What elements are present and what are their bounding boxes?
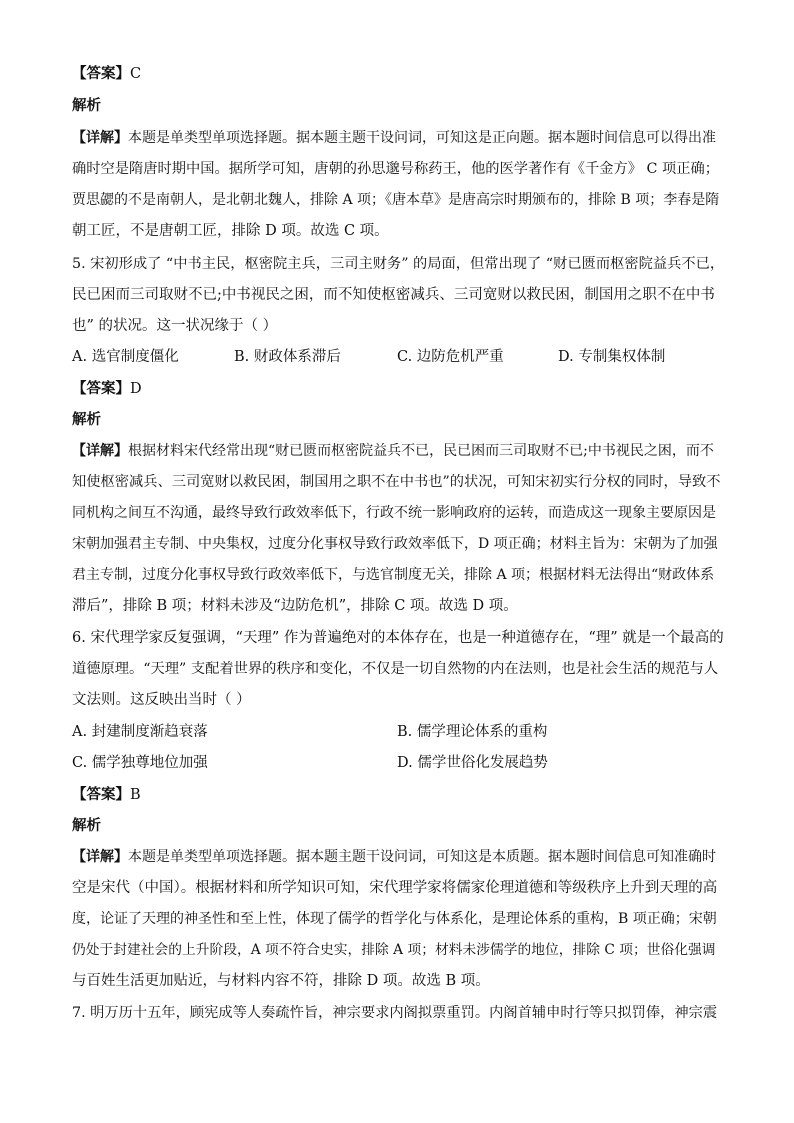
detail-text: 与百姓生活更加贴近，与材料内容不符，排除 D 项。故选 B 项。 (72, 973, 490, 989)
question-stem: 道德原理。“天理” 支配着世界的秩序和变化，不仅是一切自然物的内在法则，也是社会生活的规范与人 (72, 661, 719, 677)
detail-line (72, 441, 714, 461)
answer-tag: 【答案】 (72, 787, 130, 803)
answer-line (72, 64, 141, 84)
detail-text: 贾思勰的不是南朝人，是北朝北魏人，排除 A 项；《唐本草》是唐高宗时期颁布的，排除 B 项；李春是隋 (72, 192, 720, 208)
analysis-tag: 解析 (72, 818, 101, 834)
detail-text: 根据材料宋代经常出现“财已匮而枢密院益兵不已，民已困而三司取财不已;中书视民之困，而不 (128, 443, 714, 459)
analysis-tag: 解析 (72, 412, 101, 428)
option-b: B. 儒学理论体系的重构 (397, 724, 548, 740)
detail-text: 滞后”，排除 B 项；材料未涉及“边防危机”，排除 C 项。故选 D 项。 (72, 598, 518, 614)
detail-line (72, 847, 716, 867)
question-stem: 也” 的状况。这一状况缘于（ ） (72, 318, 278, 334)
detail-text: 仍处于封建社会的上升阶段，A 项不符合史实，排除 A 项；材料未涉儒学的地位，排除 C 项；世俗化强调 (72, 942, 716, 958)
detail-text: 知使枢密减兵、三司宽财以救民困，制国用之职不在中书也”的状况，可知宋初实行分权的同时，导致不 (72, 474, 721, 490)
answer-value: D (130, 381, 142, 397)
option-d: D. 儒学世俗化发展趋势 (397, 755, 548, 771)
detail-line (72, 128, 716, 148)
answer-value: B (130, 787, 141, 803)
detail-text: 宋朝加强君主专制、中央集权，过度分化事权导致行政效率低下，D 项正确；材料主旨为：宋朝为了加强 (72, 536, 718, 552)
question-stem: 7. 明万历十五年，顾宪成等人奏疏忤旨，神宗要求内阁拟票重罚。内阁首辅申时行等只拟罚俸，神宗震 (72, 1005, 718, 1021)
analysis-tag: 解析 (72, 98, 101, 114)
option-d: D. 专制集权体制 (558, 349, 666, 365)
question-stem: 文法则。这反映出当时（ ） (72, 692, 251, 708)
detail-text: 确时空是隋唐时期中国。据所学可知，唐朝的孙思邈号称药王，他的医学著作有《千金方》 C 项正确； (72, 161, 719, 177)
question-stem: 民已困而三司取财不已;中书视民之困，而不知使枢密减兵、三司宽财以救民困，制国用之职不在中书 (72, 287, 715, 303)
option-b: B. 财政体系滞后 (234, 349, 341, 365)
answer-tag: 【答案】 (72, 381, 130, 397)
detail-text: 空是宋代（中国）。根据材料和所学知识可知，宋代理学家将儒家伦理道德和等级秩序上升到天理的高 (72, 880, 718, 896)
detail-tag: 【详解】 (72, 130, 128, 146)
option-a: A. 选官制度僵化 (72, 349, 179, 365)
option-c: C. 边防危机严重 (397, 349, 504, 365)
option-a: A. 封建制度渐趋衰落 (72, 724, 208, 740)
detail-text: 朝工匠，不是唐朝工匠，排除 D 项。故选 C 项。 (72, 223, 389, 239)
detail-text: 度，论证了天理的神圣性和至上性，体现了儒学的哲学化与体系化，是理论体系的重构，B 项正确；宋朝 (72, 911, 717, 927)
answer-value: C (130, 66, 142, 82)
option-c: C. 儒学独尊地位加强 (72, 755, 208, 771)
detail-tag: 【详解】 (72, 443, 128, 459)
answer-line (72, 785, 141, 805)
question-stem: 6. 宋代理学家反复强调，“天理” 作为普遍绝对的本体存在，也是一种道德存在，“理” 就是一个最高的 (72, 630, 724, 646)
detail-tag: 【详解】 (72, 849, 128, 865)
detail-text: 本题是单类型单项选择题。据本题主题干设问词，可知这是本质题。据本题时间信息可知准确时 (128, 849, 716, 865)
detail-text: 同机构之间互不沟通，最终导致行政效率低下，行政不统一影响政府的运转，而造成这一现象主要原因是 (72, 505, 716, 521)
answer-tag: 【答案】 (72, 66, 130, 82)
question-stem: 5. 宋初形成了 “中书主民，枢密院主兵，三司主财务” 的局面，但常出现了 “财已匮而枢密院益兵不已， (72, 256, 725, 272)
answer-line (72, 379, 142, 399)
detail-text: 君主专制，过度分化事权导致行政效率低下，与选官制度无关，排除 A 项；根据材料无法得出“财政体系 (72, 567, 715, 583)
detail-text: 本题是单类型单项选择题。据本题主题干设问词，可知这是正向题。据本题时间信息可以得出准 (128, 130, 716, 146)
